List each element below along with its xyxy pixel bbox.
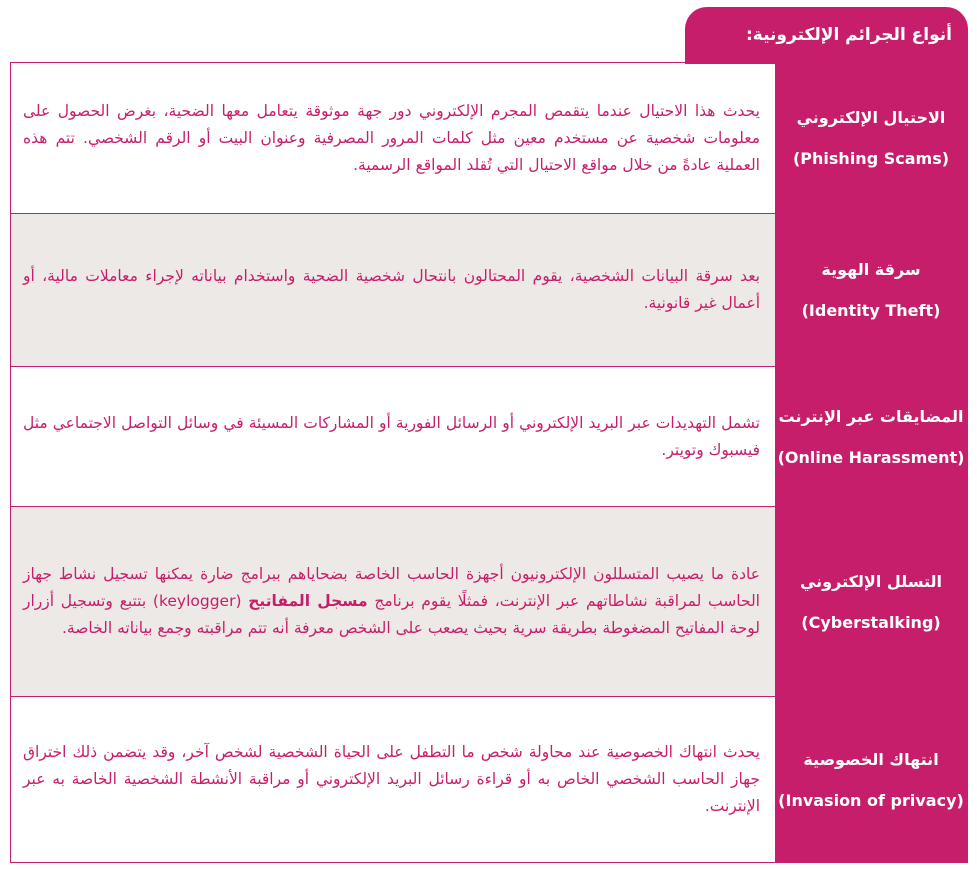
description-cell (11, 697, 775, 862)
description-cell (11, 214, 775, 366)
term-cell (775, 367, 967, 506)
term-arabic: سرقة الهوية (821, 260, 921, 279)
term-english: (Identity Theft) (801, 301, 941, 320)
term-cell (775, 507, 967, 696)
description-text: يحدث هذا الاحتيال عندما يتقمص المجرم الإلكتروني دور جهة موثوقة يتعامل معها الضحية، بغرض الحصول على معلومات شخصية عن مستخدم معين مثل كلمات المرور المصرفية وعنوان البيت أو الرقم الشخصي. تتم هذه العملية عادةً من خلال مواقع الاحتيال التي تُقلد المواقع الرسمية. (23, 101, 760, 174)
term-cell (775, 214, 967, 366)
keylogger-term: مسجل المفاتيح (248, 592, 368, 610)
description-cell (11, 63, 775, 213)
term-english: (Phishing Scams) (792, 149, 950, 168)
table-title-text: أنواع الجرائم الإلكترونية: (746, 25, 952, 45)
table-row-cyberstalking (11, 507, 967, 697)
term-english: (Invasion of privacy) (778, 790, 964, 810)
description-cell (11, 507, 775, 696)
table-title (685, 7, 968, 64)
term-arabic: الاحتيال الإلكتروني (796, 108, 946, 127)
term-arabic: انتهاك الخصوصية (803, 749, 939, 769)
table-row-phishing (11, 63, 967, 214)
term-cell (775, 63, 967, 213)
description-text-part: (keylogger) بتتبع وتسجيل أزرار لوحة المفاتيح المضغوطة بطريقة سرية بحيث يصعب على الشخص معرفة أنه تتم مراقبته وجمع بياناته الخاصة. (23, 592, 760, 637)
description-text-part: عادة ما يصيب المتسللون الإلكترونيون أجهزة الحاسب الخاصة بضحاياهم ببرامج ضارة يمكنها تسجيل نشاط جهاز الحاسب لمراقبة نشاطاتهم عبر الإنترنت، فمثلًا يقوم برنامج (23, 565, 760, 610)
table-row-identity-theft (11, 214, 967, 367)
description-text: يحدث انتهاك الخصوصية عند محاولة شخص ما التطفل على الحياة الشخصية لشخص آخر، وقد يتضمن ذلك اختراق جهاز الحاسب الشخصي الخاص به أو قراءة رسائل البريد الإلكتروني أو مراقبة الأنشطة الشخصية الخاصة به عبر الإنترنت. (23, 743, 760, 815)
term-arabic: المضايقات عبر الإنترنت (778, 406, 964, 426)
term-english: (Online Harassment) (777, 447, 965, 467)
description-text: بعد سرقة البيانات الشخصية، يقوم المحتالون بانتحال شخصية الضحية واستخدام بياناته لإجراء معاملات مالية، أو أعمال غير قانونية. (23, 267, 760, 312)
description-cell (11, 367, 775, 506)
table-row-online-harassment (11, 367, 967, 507)
term-arabic: التسلل الإلكتروني (799, 571, 943, 591)
term-cell (775, 697, 967, 862)
term-english: (Cyberstalking) (801, 612, 941, 632)
cybercrime-types-table (10, 62, 968, 863)
description-text: تشمل التهديدات عبر البريد الإلكتروني أو الرسائل الفورية أو المشاركات المسيئة في وسائل التواصل الاجتماعي مثل فيسبوك وتويتر. (23, 413, 760, 459)
description-text (23, 561, 760, 642)
table-row-invasion-of-privacy (11, 697, 967, 862)
